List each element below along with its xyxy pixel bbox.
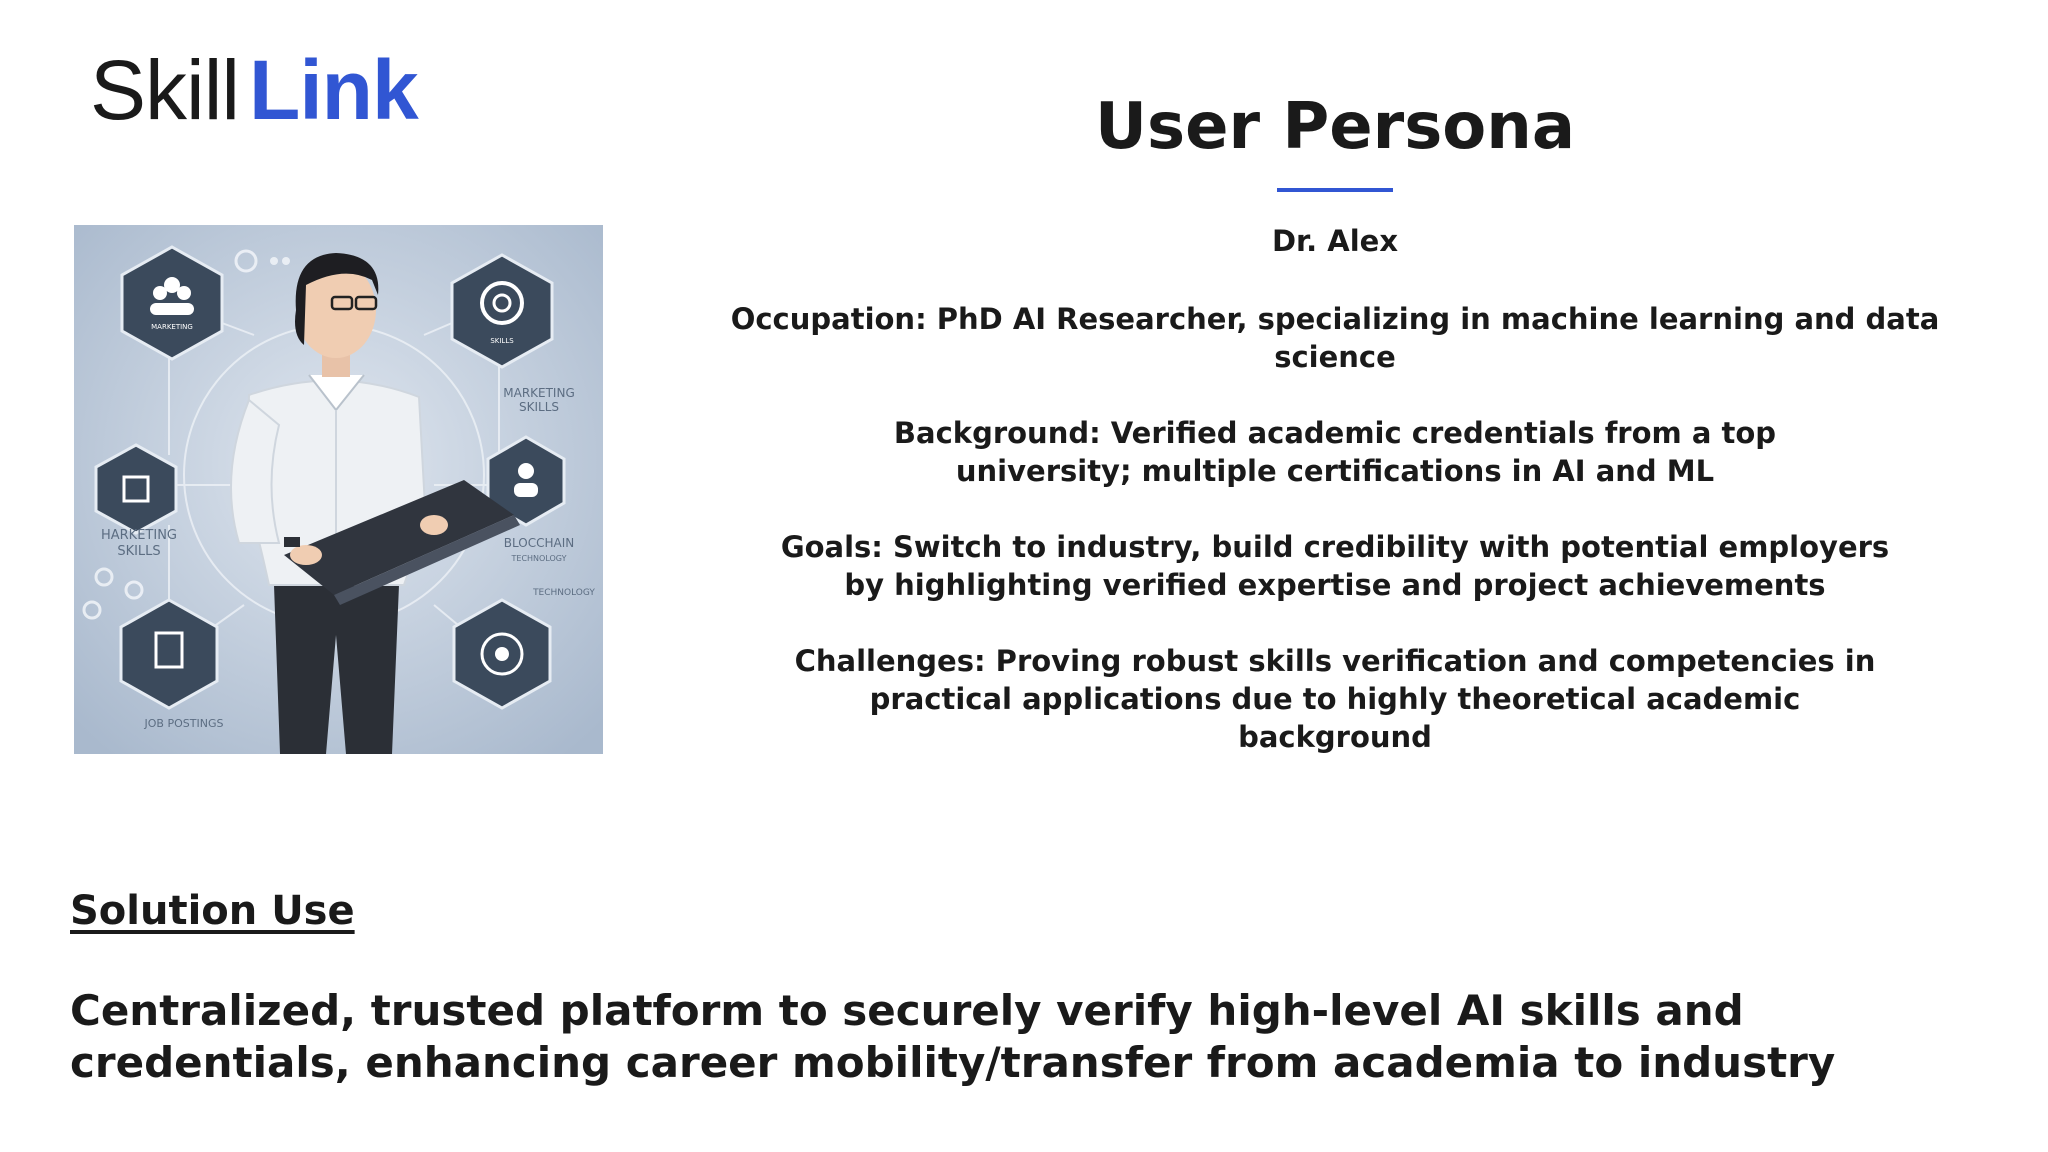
svg-text:SKILLS: SKILLS [117, 544, 161, 559]
solution-text: Centralized, trusted platform to securely verify high-level AI skills and credentials, enhancing career mobility/transfer from academia to industry [70, 986, 1836, 1087]
skilllink-logo [90, 43, 418, 137]
page-title: User Persona [1095, 90, 1575, 164]
svg-text:BLOCCHAIN: BLOCCHAIN [503, 536, 575, 550]
svg-text:JOB POSTINGS: JOB POSTINGS [144, 717, 224, 730]
svg-text:MARKETING: MARKETING [503, 386, 575, 400]
persona-occupation: Occupation: PhD AI Researcher, specializing in machine learning and data science [730, 302, 1940, 374]
persona-details [700, 222, 1970, 794]
svg-text:HARKETING: HARKETING [100, 528, 178, 543]
solution-heading: Solution Use [70, 888, 355, 934]
logo-text-link: Link [249, 43, 418, 137]
persona-challenges: Challenges: Proving robust skills verification and competencies in practical applications due to highly theoretical academic background [794, 644, 1876, 754]
persona-name: Dr. Alex [1271, 224, 1399, 258]
svg-text:TECHNOLOGY: TECHNOLOGY [511, 554, 567, 563]
svg-text:SKILLS: SKILLS [490, 337, 514, 345]
title-underline [1277, 188, 1393, 192]
svg-text:TECHNOLOGY: TECHNOLOGY [533, 588, 595, 598]
hex-label-marketing: MARKETING [151, 323, 193, 331]
persona-goals: Goals: Switch to industry, build credibility with potential employers by highlighting verified expertise and project achievements [780, 530, 1890, 602]
logo-text-skill: Skill [90, 43, 240, 137]
svg-text:SKILLS: SKILLS [518, 400, 560, 414]
persona-illustration [74, 225, 603, 754]
persona-background: Background: Verified academic credentials from a top university; multiple certifications in AI and ML [893, 416, 1777, 488]
title-block [700, 92, 1970, 192]
